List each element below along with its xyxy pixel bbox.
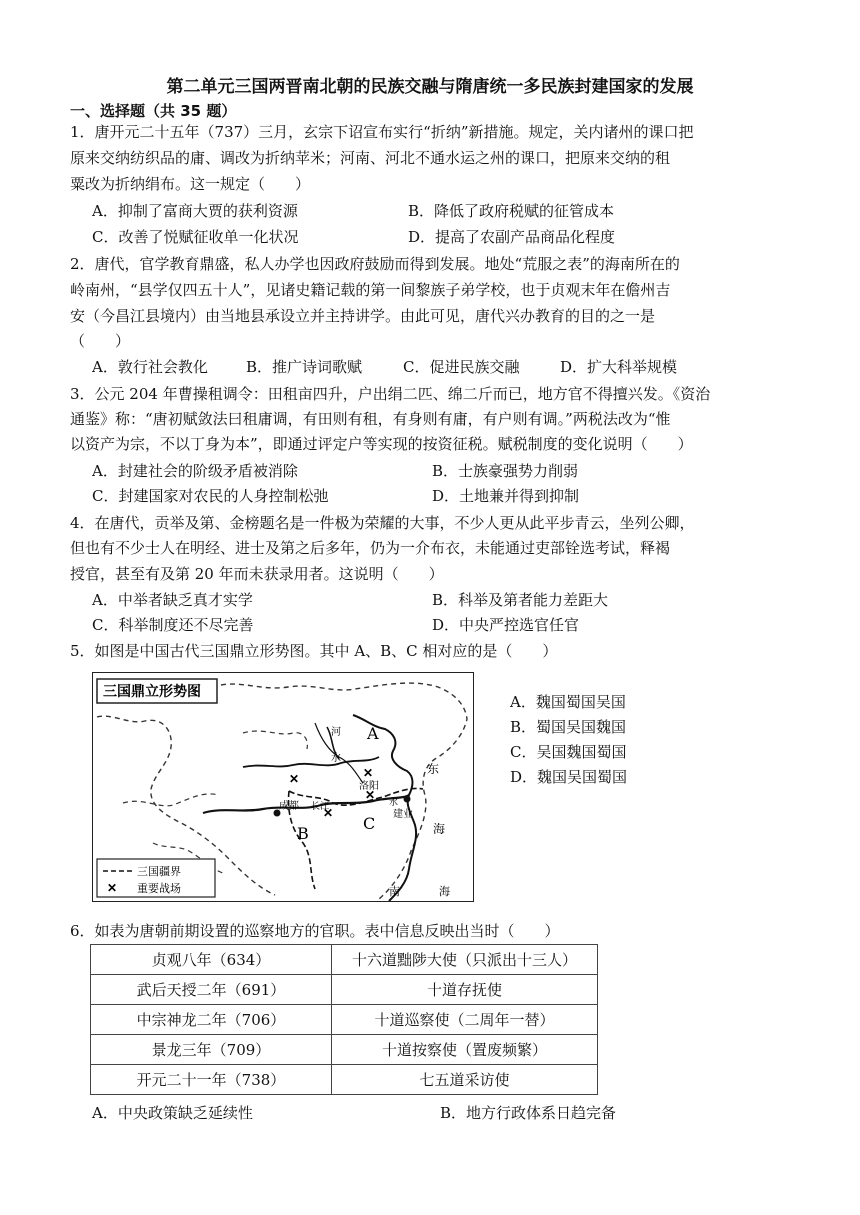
battle-marker-icon: ✕ — [365, 788, 376, 802]
map-label-changjiang: 长江 — [311, 802, 330, 812]
q2-option-d[interactable]: D．扩大科举规模 — [560, 358, 678, 376]
q3-option-b[interactable]: B．士族豪强势力削弱 — [432, 462, 579, 480]
table-row — [91, 945, 598, 975]
map-label-a: A — [367, 724, 379, 743]
table-cell-year: 开元二十一年（738） — [91, 1065, 332, 1095]
q6-option-a[interactable]: A．中央政策缺乏延续性 — [92, 1104, 253, 1122]
page-title: 第二单元三国两晋南北朝的民族交融与隋唐统一多民族封建国家的发展 — [166, 77, 694, 97]
section-heading: 一、选择题（共 35 题） — [70, 102, 237, 120]
q1-option-b[interactable]: B．降低了政府税赋的征管成本 — [408, 202, 615, 220]
q5-option-b[interactable]: B．蜀国吴国魏国 — [510, 718, 627, 736]
q1-option-a[interactable]: A．抑制了富商大贾的获利资源 — [92, 202, 298, 220]
map-label-hai-south: 海 — [439, 885, 450, 898]
q3-line-2: 通鉴》称：“唐初赋敛法曰租庸调，有田则有租，有身则有庸，有户则有调。”两税法改为“惟 — [70, 410, 671, 428]
table-cell-year: 武后天授二年（691） — [91, 975, 332, 1005]
map-label-shui: 水 — [331, 753, 341, 764]
q3-line-1: 3．公元 204 年曹操租调令：田租亩四升，户出绢二匹、绵二斤而已，地方官不得擅兴发。《资治 — [70, 385, 711, 403]
q5-option-c[interactable]: C．吴国魏国蜀国 — [510, 743, 627, 761]
q1-option-c[interactable]: C．改善了悦赋征收单一化状况 — [92, 228, 299, 246]
battle-marker-icon: ✕ — [363, 766, 374, 780]
table-row — [91, 1065, 598, 1095]
table-row — [91, 975, 598, 1005]
map-label-b: B — [297, 824, 309, 843]
legend-battle-icon: ✕ — [107, 881, 118, 895]
table-cell-year: 景龙三年（709） — [91, 1035, 332, 1065]
map-label-dong: 东 — [427, 762, 440, 776]
table-cell-post: 十道存抚使 — [332, 975, 598, 1005]
map-label-luoyang: 洛阳 — [359, 781, 379, 792]
q3-line-3: 以资产为宗，不以丁身为本”，即通过评定户等实现的按资征税。赋税制度的变化说明（ ） — [70, 435, 693, 453]
map-drawing — [93, 673, 473, 901]
battle-marker-icon: ✕ — [289, 772, 300, 786]
q2-line-4: （ ） — [70, 332, 131, 350]
three-kingdoms-map — [92, 672, 474, 902]
map-label-jianye: 建业 — [393, 809, 413, 820]
q5-line-1: 5．如图是中国古代三国鼎立形势图。其中 A、B、C 相对应的是（ ） — [70, 642, 558, 660]
q1-line-3: 粟改为折纳绢布。这一规定（ ） — [70, 175, 311, 193]
q3-option-a[interactable]: A．封建社会的阶级矛盾被消除 — [92, 462, 298, 480]
q2-option-a[interactable]: A．敦行社会教化 — [92, 358, 208, 376]
q5-option-a[interactable]: A．魏国蜀国吴国 — [510, 693, 626, 711]
q6-option-b[interactable]: B．地方行政体系日趋完备 — [440, 1104, 617, 1122]
q4-line-3: 授官，甚至有及第 20 年而未获录用者。这说明（ ） — [70, 565, 444, 583]
table-cell-post: 十道按察使（置废频繁） — [332, 1035, 598, 1065]
city-jianye-dot — [404, 796, 411, 803]
q1-option-d[interactable]: D．提高了农副产品商品化程度 — [408, 228, 616, 246]
q6-line-1: 6．如表为唐朝前期设置的巡察地方的官职。表中信息反映出当时（ ） — [70, 922, 560, 940]
q2-line-2: 岭南州，“县学仅四五十人”，见诸史籍记载的第一间黎族子弟学校，也于贞观末年在儋州吉 — [70, 281, 671, 299]
q4-option-b[interactable]: B．科举及第者能力差距大 — [432, 591, 609, 609]
table-cell-year: 贞观八年（634） — [91, 945, 332, 975]
q4-option-a[interactable]: A．中举者缺乏真才实学 — [92, 591, 253, 609]
q3-option-c[interactable]: C．封建国家对农民的人身控制松弛 — [92, 487, 329, 505]
map-label-chengdu: 成都 — [279, 801, 299, 812]
q4-option-c[interactable]: C．科举制度还不尽完善 — [92, 616, 254, 634]
q4-line-1: 4．在唐代，贡举及第、金榜题名是一件极为荣耀的大事，不少人更从此平步青云，坐列公卿， — [70, 514, 695, 532]
q4-option-d[interactable]: D．中央严控选官任官 — [432, 616, 580, 634]
map-label-jiangshui: 水 — [389, 798, 399, 808]
map-title: 三国鼎立形势图 — [103, 684, 201, 700]
table-row — [91, 1005, 598, 1035]
city-chengdu-dot — [274, 810, 281, 817]
table-cell-year: 中宗神龙二年（706） — [91, 1005, 332, 1035]
q2-line-3: 安（今昌江县境内）由当地县承设立并主持讲学。由此可见，唐代兴办教育的目的之一是 — [70, 307, 656, 325]
legend-battle-label: 重要战场 — [137, 882, 181, 895]
table-cell-post: 十道巡察使（二周年一替） — [332, 1005, 598, 1035]
map-label-he: 河 — [331, 727, 341, 738]
official-posts-table — [90, 944, 598, 1095]
q1-line-2: 原来交纳纺织品的庸、调改为折纳苹米；河南、河北不通水运之州的课口，把原来交纳的租 — [70, 149, 671, 167]
q2-line-1: 2．唐代，官学教育鼎盛，私人办学也因政府鼓励而得到发展。地处“荒服之表”的海南所在的 — [70, 255, 680, 273]
q5-option-d[interactable]: D．魏国吴国蜀国 — [510, 768, 628, 786]
battle-marker-icon: ✕ — [323, 806, 334, 820]
table-cell-post: 十六道黜陟大使（只派出十三人） — [332, 945, 598, 975]
map-label-c: C — [363, 814, 376, 833]
table-row — [91, 1035, 598, 1065]
table-cell-post: 七五道采访使 — [332, 1065, 598, 1095]
map-label-hai-east: 海 — [433, 822, 446, 836]
q2-option-b[interactable]: B．推广诗词歌赋 — [246, 358, 363, 376]
q3-option-d[interactable]: D．土地兼并得到抑制 — [432, 487, 580, 505]
legend-border-label: 三国疆界 — [137, 865, 181, 878]
map-label-nan: 南 — [389, 885, 400, 898]
q2-option-c[interactable]: C．促进民族交融 — [403, 358, 520, 376]
q4-line-2: 但也有不少士人在明经、进士及第之后多年，仍为一介布衣，未能通过吏部铨选考试，释褐 — [70, 539, 671, 557]
q1-line-1: 1．唐开元二十五年（737）三月，玄宗下诏宣布实行“折纳”新措施。规定，关内诸州的课口把 — [70, 123, 694, 141]
